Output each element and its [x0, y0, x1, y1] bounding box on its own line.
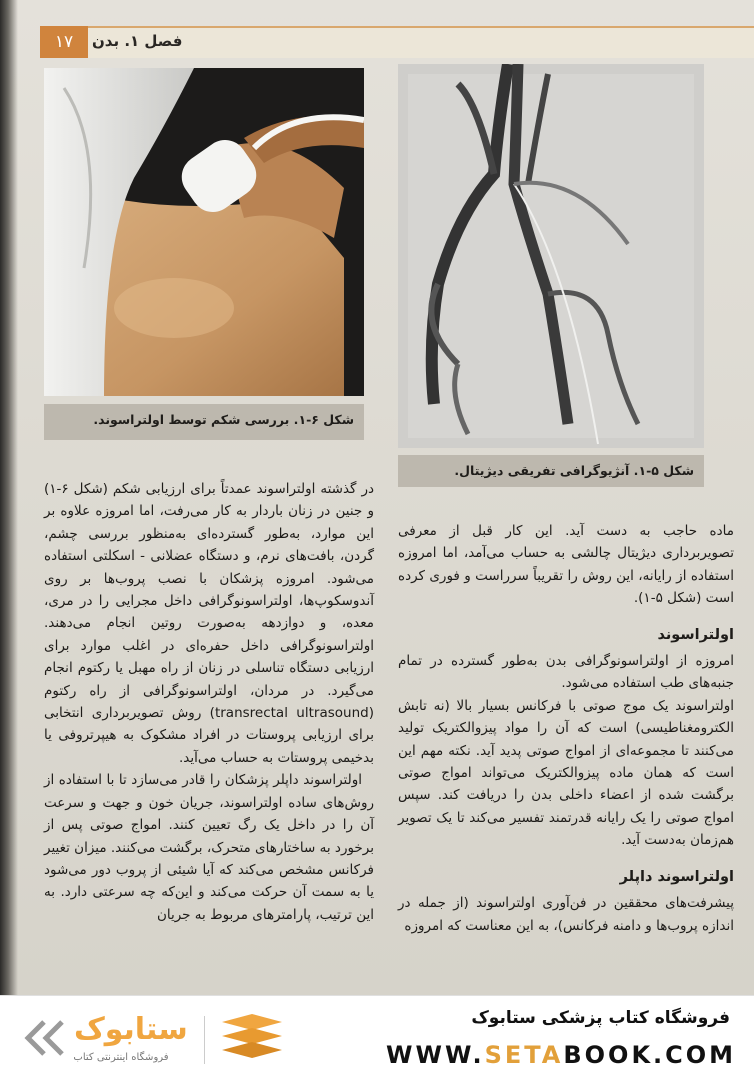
- paragraph: در گذشته اولتراسوند عمدتاً برای ارزیابی شکم (شکل ۶-۱) و جنین در زنان باردار به کار می‌رفت، اما امروزه علاوه بر این موارد، به‌طور گسترده‌ای به‌منظور بررسی چشم، گردن، بافت‌های نرم، و دستگاه عضلانی - اسکلتی استفاده می‌شود. امروزه پزشکان با نصب پروب‌ها بر روی آندوسکوپ‌ها، اولتراسونوگرافی داخل مجرایی را در مری، معده، و دوازدهه به‌صورت روتین انجام می‌دهند. اولتراسونوگرافی داخل حفره‌ای در اغلب موارد برای ارزیابی دستگاه تناسلی در زنان از راه مهبل یا رکتوم انجام می‌گیرد. در مردان، اولتراسونوگرافی از راه رکتوم (transrectal ultrasound) روش تصویربرداری انتخابی برای ارزیابی پروستات در افراد مشکوک به هیپرتروفی یا بدخیمی پروستات به حساب می‌آید.: [44, 481, 374, 766]
- paragraph: اولتراسوند یک موج صوتی با فرکانس بسیار بالا (نه تابش الکترومغناطیسی) است که آن را مواد پیزوالکتریک تولید می‌کنند تا مجموعه‌ای از امواج صوتی پدید آید. نکته مهم این است که همان ماده پیزوالکتریک می‌تواند امواج صوتی برگشت شده از اعضاء داخلی بدن را دریافت کند. سپس امواج صوتی را یک رایانه قدرتمند تفسیر می‌کند تا یک تصویر هم‌زمان به‌دست آید.: [398, 697, 734, 849]
- paragraph: اولتراسوند داپلر پزشکان را قادر می‌سازد تا با استفاده از روش‌های ساده اولتراسوند، جریان خون و جهت و سرعت آن را در داخل یک رگ تعیین کنند. امواج صوتی پس از برخورد به ساختارهای متحرک، برگشت می‌کنند. میزان تغییر فرکانس مشخص می‌کند که آیا شیئی از پروب دور می‌شود یا به سمت آن حرکت می‌کند و این‌که چه سرعتی دارد. به این ترتیب، پارامترهای مربوط به جریان: [44, 772, 374, 923]
- url-prefix: WWW.: [386, 1041, 485, 1069]
- ultrasound-photo: [44, 68, 364, 396]
- section-heading-ultrasound: اولتراسوند: [657, 626, 734, 643]
- url-suffix: BOOK.COM: [563, 1041, 737, 1069]
- store-name: فروشگاه کتاب پزشکی ستابوک: [471, 1008, 730, 1028]
- angiography-image: [398, 64, 704, 448]
- store-url-link[interactable]: [386, 1041, 736, 1069]
- logo-wordmark: ستابوک: [74, 1012, 188, 1047]
- paragraph: امروزه از اولتراسونوگرافی بدن به‌طور گسترده در تمام جنبه‌های طب استفاده می‌شود.: [398, 653, 734, 692]
- store-logo[interactable]: [22, 1008, 292, 1070]
- book-stack-icon: [217, 1012, 287, 1068]
- section-heading-doppler: اولتراسوند داپلر: [619, 868, 734, 885]
- page-number: ۱۷: [40, 26, 88, 58]
- store-banner: [0, 995, 754, 1080]
- right-column: [398, 520, 734, 937]
- ultrasound-figure-caption: شکل ۶-۱. بررسی شکم توسط اولتراسوند.: [44, 404, 364, 440]
- paragraph: ماده حاجب به دست آید. این کار قبل از معرفی تصویربرداری دیژیتال چالشی به حساب می‌آمد، اما امروزه استفاده از رایانه، این روش را تقریباً سرراست و فوری کرده است (شکل ۵-۱).: [398, 523, 734, 607]
- paragraph: پیشرفت‌های محققین در فن‌آوری اولتراسوند (از جمله در اندازه پروب‌ها و دامنه فرکانس)، به این معناست که امروزه: [398, 895, 734, 934]
- logo-divider: [204, 1016, 205, 1064]
- angiography-figure-caption: شکل ۵-۱. آنژیوگرافی تفریقی دیژیتال.: [398, 455, 704, 487]
- chapter-title: فصل ۱. بدن: [92, 32, 183, 50]
- left-column: [44, 478, 374, 926]
- url-accent: SETA: [484, 1041, 564, 1069]
- page-binding-shadow: [0, 0, 18, 995]
- logo-subtitle: فروشگاه اینترنتی کتاب: [73, 1052, 169, 1063]
